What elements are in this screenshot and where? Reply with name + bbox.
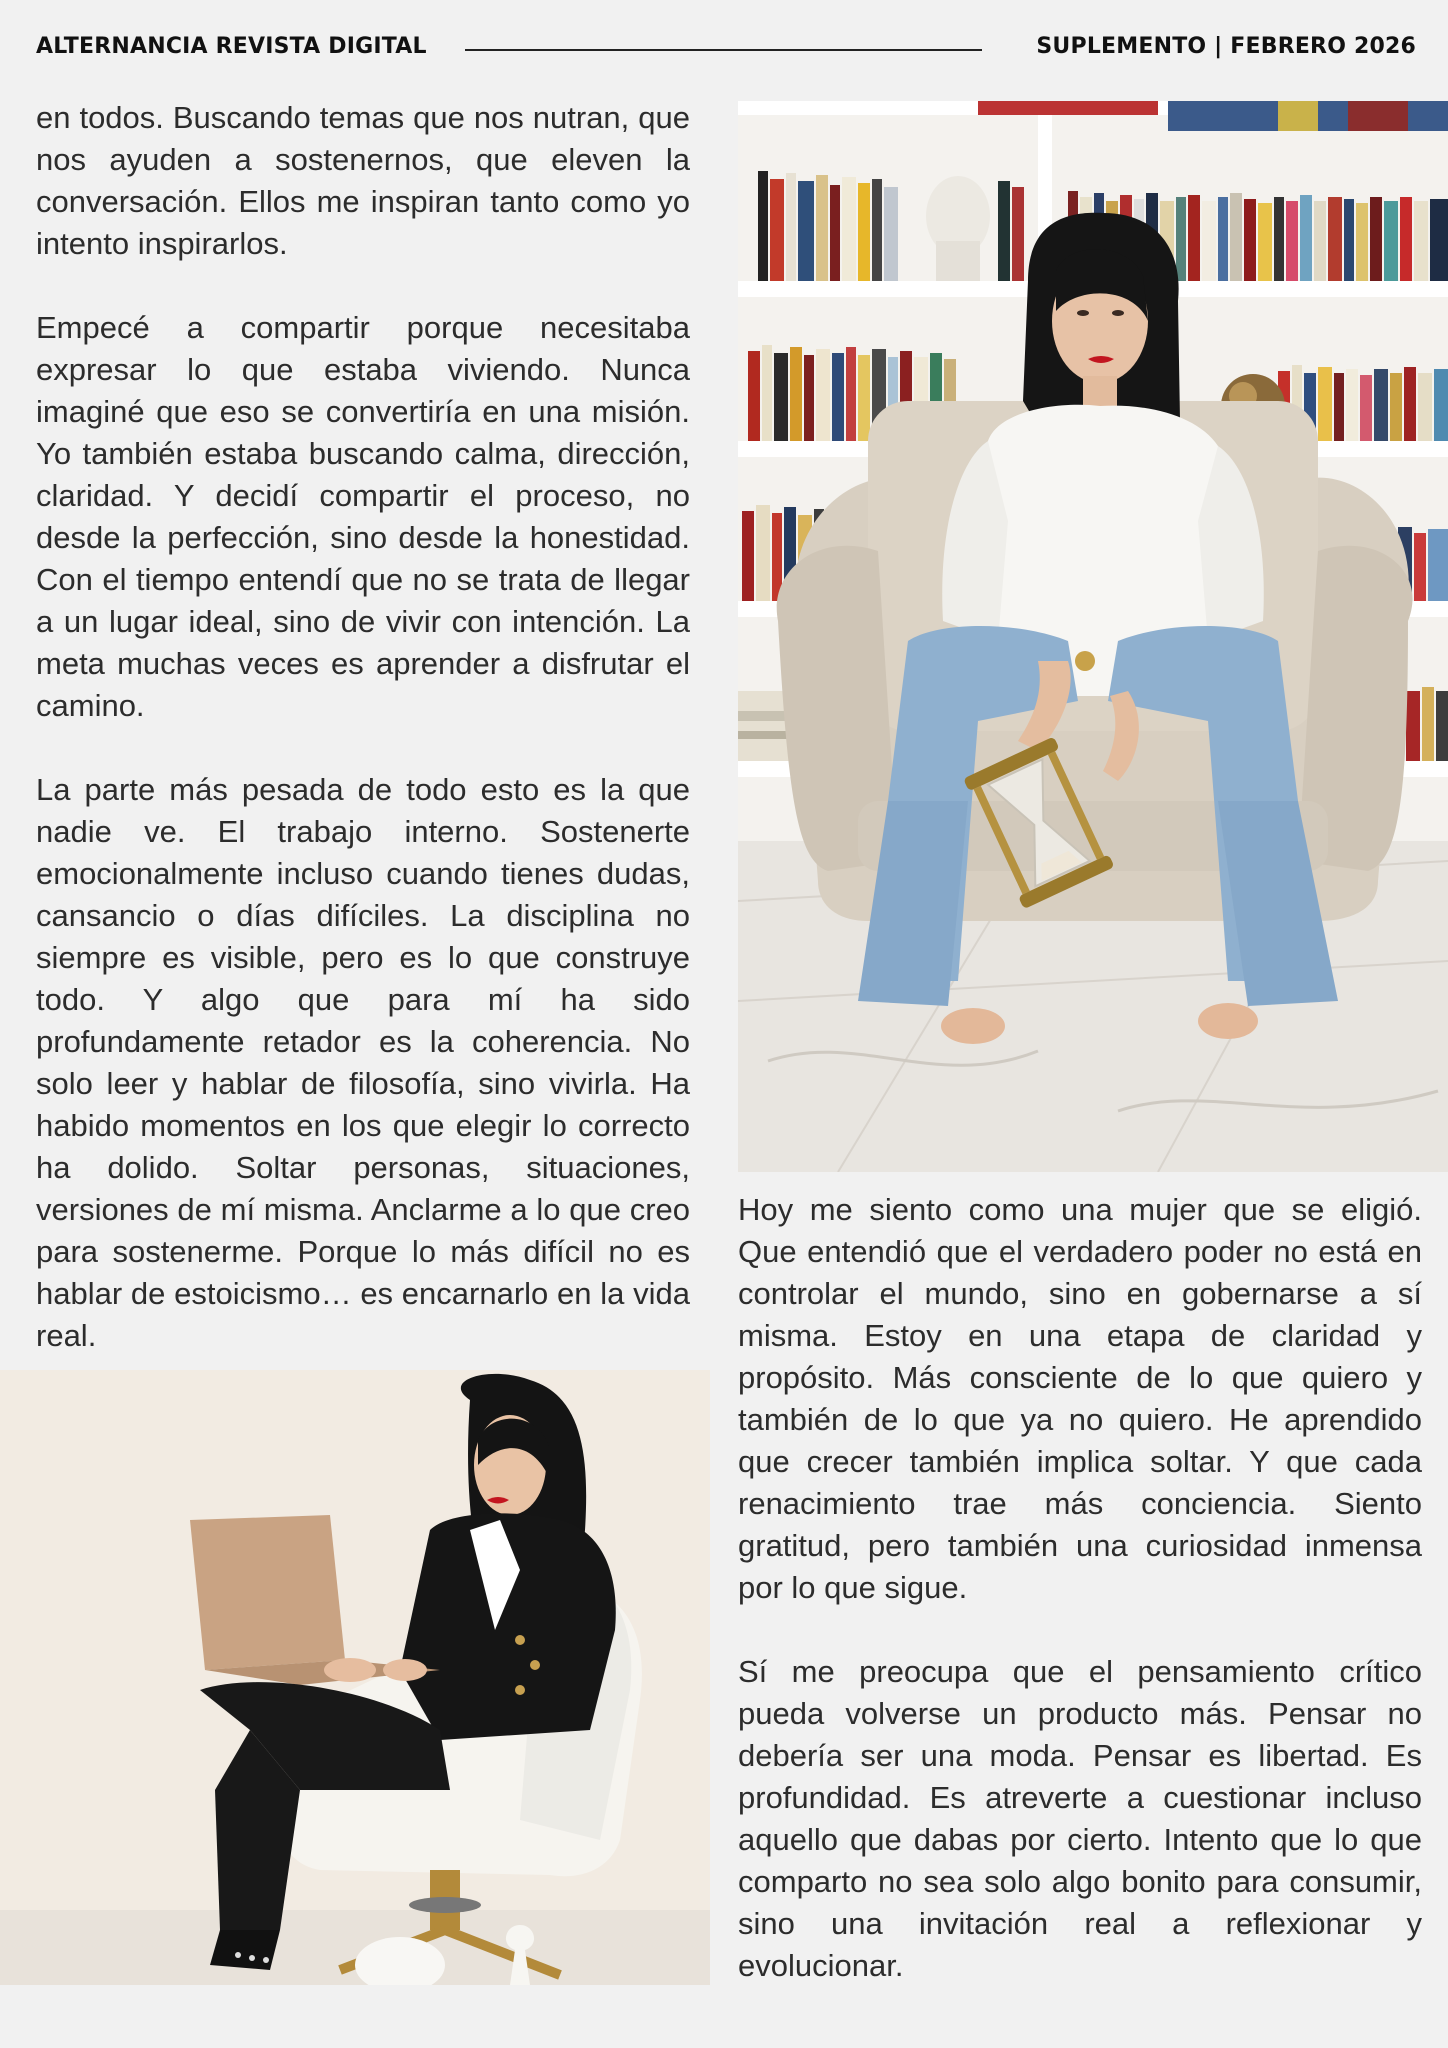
paragraph: Hoy me siento como una mujer que se eligió. Que entendió que el verdadero poder no está en controlar el mundo, sino en gobernarse a sí misma. Estoy en una etapa de claridad y propósito. Más consciente de lo que quiero y también de lo que ya no quiero. He aprendido que crecer también implica soltar. Y que cada renacimiento trae más conciencia. Siento gratitud, pero también una curiosidad inmensa por lo que sigue.: [738, 1192, 1422, 1605]
magazine-title: ALTERNANCIA REVISTA DIGITAL: [36, 34, 427, 59]
photo-woman-armchair-bookshelves: [738, 101, 1448, 1172]
paragraph: Empecé a compartir porque necesitaba expresar lo que estaba viviendo. Nunca imaginé que eso se convertiría en una misión. Yo también estaba buscando calma, dirección, claridad. Y decidí compartir el proceso, no desde la perfección, sino desde la honestidad. Con el tiempo entendí que no se trata de llegar a un lugar ideal, sino de vivir con intención. La meta muchas veces es aprender a disfrutar el camino.: [36, 310, 690, 723]
paragraph: La parte más pesada de todo esto es la que nadie ve. El trabajo interno. Sostenerte emocionalmente incluso cuando tienes dudas, cansancio o días difíciles. La disciplina no siempre es visible, pero es lo que construye todo. Y algo que para mí ha sido profundamente retador es la coherencia. No solo leer y hablar de filosofía, sino vivirla. Ha habido momentos en los que elegir lo correcto ha dolido. Soltar personas, situaciones, versiones de mí misma. Anclarme a lo que creo para sostenerme. Porque lo más difícil no es hablar de estoicismo… es encarnarlo en la vida real.: [36, 772, 690, 1353]
right-column-text: [738, 1189, 1422, 1987]
photo-woman-laptop-chair: [0, 1370, 710, 1985]
header-divider: [465, 49, 982, 51]
page-header: [0, 0, 1448, 95]
left-column-text: [36, 97, 690, 1357]
paragraph: Sí me preocupa que el pensamiento crítico pueda volverse un producto más. Pensar no debería ser una moda. Pensar es libertad. Es profundidad. Es atreverte a cuestionar incluso aquello que dabas por cierto. Intento que lo que comparto no sea solo algo bonito para consumir, sino una invitación real a reflexionar y evolucionar.: [738, 1654, 1422, 1983]
paragraph: en todos. Buscando temas que nos nutran, que nos ayuden a sostenernos, que eleven la conversación. Ellos me inspiran tanto como yo intento inspirarlos.: [36, 100, 690, 261]
issue-label: SUPLEMENTO | FEBRERO 2026: [1036, 34, 1416, 59]
